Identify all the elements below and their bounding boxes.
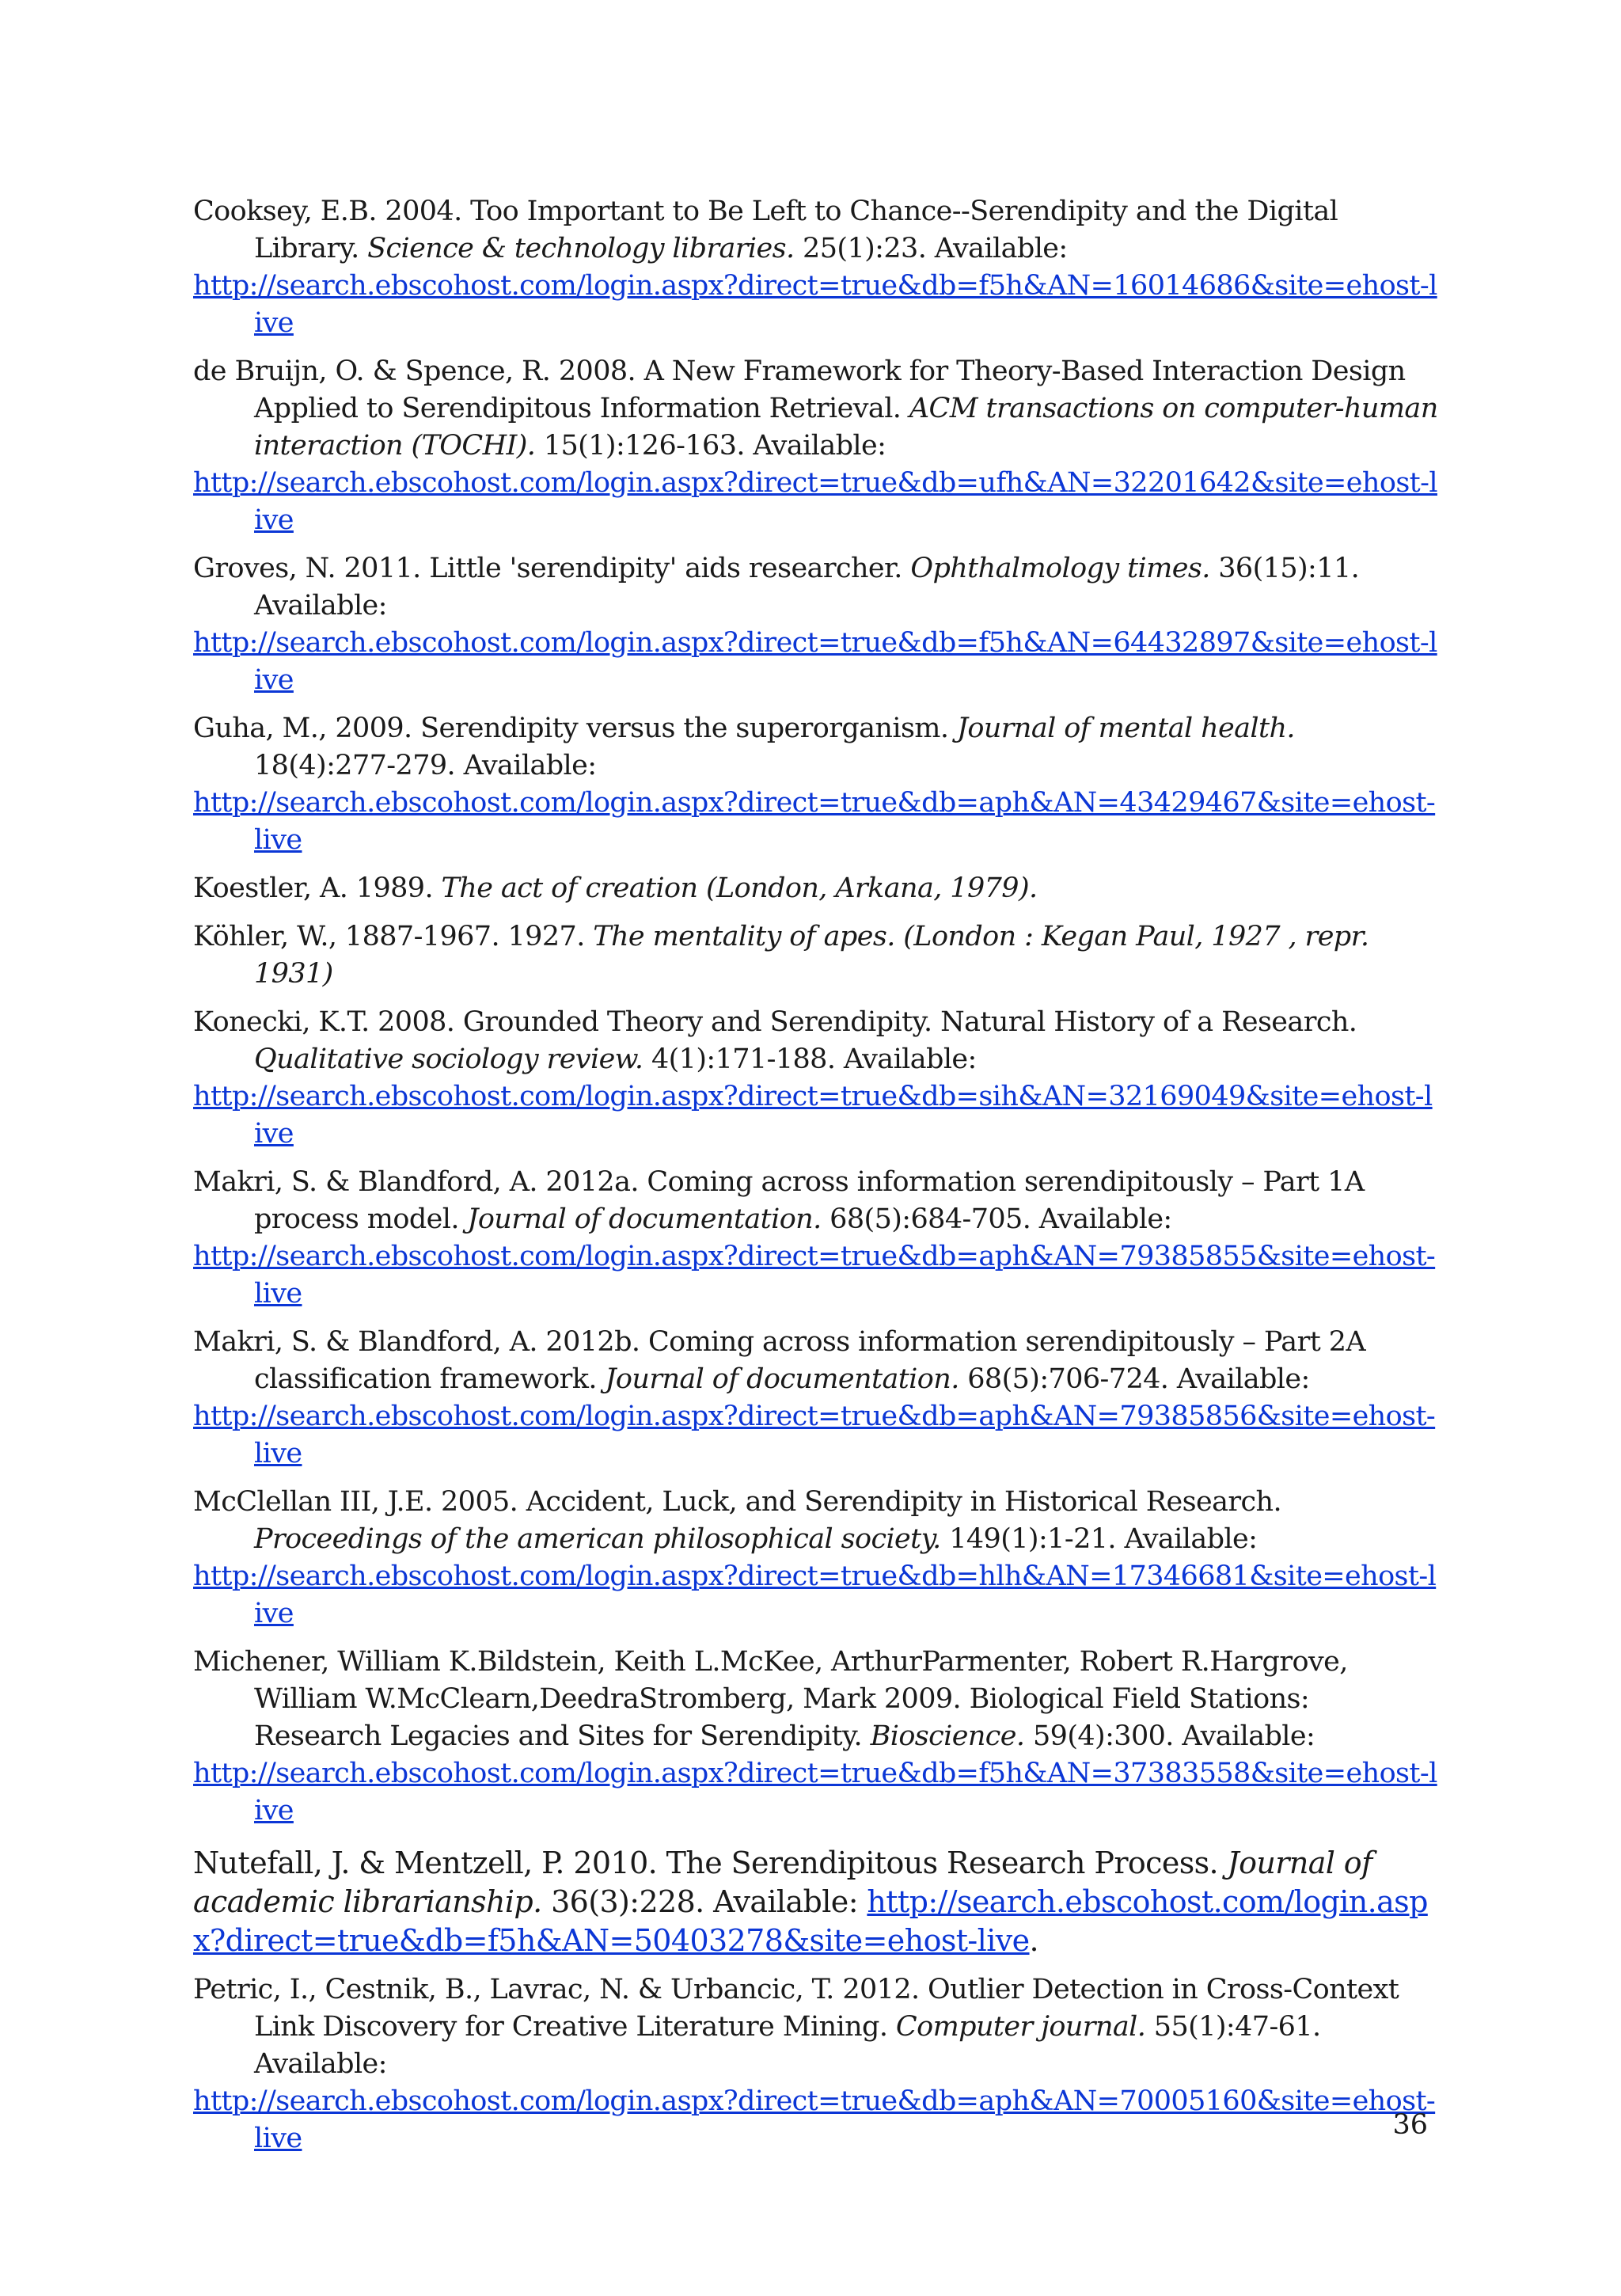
reference-item: [193, 870, 1440, 907]
reference-item: [193, 1971, 1440, 2157]
journal-title: Journal of documentation.: [605, 1363, 959, 1395]
reference-text: Makri, S. & Blandford, A. 2012b. Coming across information serendipitously – Part 2A classification framework.: [193, 1326, 1366, 1395]
reference-link[interactable]: http://search.ebscohost.com/login.aspx?direct=true&db=f5h&AN=64432897&site=ehost-live: [193, 627, 1437, 696]
reference-link[interactable]: http://search.ebscohost.com/login.aspx?direct=true&db=ufh&AN=32201642&site=ehost-live: [193, 467, 1437, 536]
journal-title: Computer journal.: [895, 2011, 1146, 2043]
reference-link[interactable]: http://search.ebscohost.com/login.aspx?direct=true&db=aph&AN=43429467&site=ehost-live: [193, 787, 1436, 856]
reference-details: 25(1):23. Available:: [794, 233, 1068, 264]
reference-item: [193, 1324, 1440, 1473]
reference-link[interactable]: http://search.ebscohost.com/login.aspx?direct=true&db=f5h&AN=50403278&site=ehost-live: [193, 1884, 1428, 1958]
reference-text: Köhler, W., 1887-1967. 1927.: [193, 921, 594, 952]
reference-link[interactable]: http://search.ebscohost.com/login.aspx?direct=true&db=aph&AN=79385855&site=ehost-live: [193, 1241, 1436, 1310]
reference-text: Groves, N. 2011. Little 'serendipity' aids researcher.: [193, 553, 911, 584]
reference-details: 59(4):300. Available:: [1024, 1720, 1315, 1752]
reference-text: Makri, S. & Blandford, A. 2012a. Coming across information serendipitously – Part 1A process model.: [193, 1166, 1365, 1235]
journal-title: Journal of academic librarianship.: [193, 1846, 1372, 1919]
reference-item: [193, 1004, 1440, 1153]
reference-item: [193, 918, 1440, 993]
page-number: 36: [1392, 2109, 1428, 2141]
reference-details: 36(3):228. Available:: [541, 1884, 867, 1919]
reference-link[interactable]: http://search.ebscohost.com/login.aspx?direct=true&db=aph&AN=79385856&site=ehost-live: [193, 1401, 1436, 1469]
journal-title: Ophthalmology times.: [910, 553, 1210, 584]
journal-title: ACM transactions on computer-human interaction (TOCHI).: [254, 393, 1438, 462]
reference-details: 4(1):171-188. Available:: [643, 1043, 977, 1075]
book-title: The mentality of apes. (London : Kegan Paul, 1927 , repr. 1931): [254, 921, 1369, 990]
reference-details: 15(1):126-163. Available:: [535, 430, 886, 462]
journal-title: Science & technology libraries.: [367, 233, 795, 264]
reference-details: 68(5):706-724. Available:: [959, 1363, 1310, 1395]
reference-details: 149(1):1-21. Available:: [940, 1523, 1258, 1555]
reference-details: 55(1):47-61. Available:: [254, 2011, 1321, 2080]
book-title: The act of creation (London, Arkana, 1979).: [441, 872, 1038, 904]
reference-link[interactable]: http://search.ebscohost.com/login.aspx?direct=true&db=f5h&AN=16014686&site=ehost-live: [193, 270, 1437, 339]
reference-link[interactable]: http://search.ebscohost.com/login.aspx?direct=true&db=f5h&AN=37383558&site=ehost-live: [193, 1758, 1437, 1827]
reference-link[interactable]: http://search.ebscohost.com/login.aspx?direct=true&db=hlh&AN=17346681&site=ehost-live: [193, 1560, 1437, 1629]
journal-title: Proceedings of the american philosophical society.: [254, 1523, 941, 1555]
reference-text: Cooksey, E.B. 2004. Too Important to Be Left to Chance--Serendipity and the Digital Library.: [193, 196, 1338, 264]
journal-title: Bioscience.: [870, 1720, 1025, 1752]
reference-text: McClellan III, J.E. 2005. Accident, Luck, and Serendipity in Historical Research.: [193, 1486, 1282, 1518]
reference-item: [193, 550, 1440, 699]
reference-item: [193, 1484, 1440, 1633]
reference-details: 36(15):11. Available:: [254, 553, 1360, 622]
journal-title: Journal of mental health.: [956, 713, 1295, 744]
reference-details: 18(4):277-279. Available:: [254, 750, 597, 781]
reference-link[interactable]: http://search.ebscohost.com/login.aspx?direct=true&db=aph&AN=70005160&site=ehost-live: [193, 2085, 1436, 2154]
reference-text: Nutefall, J. & Mentzell, P. 2010. The Serendipitous Research Process.: [193, 1846, 1228, 1880]
reference-link[interactable]: http://search.ebscohost.com/login.aspx?direct=true&db=sih&AN=32169049&site=ehost-live: [193, 1081, 1433, 1150]
reference-item: [193, 193, 1440, 342]
reference-item: [193, 710, 1440, 859]
reference-list: [193, 193, 1440, 2169]
journal-title: Qualitative sociology review.: [254, 1043, 643, 1075]
reference-item: Nutefall, J. & Mentzell, P. 2010. The Serendipitous Research Process. Journal of academic librarianship. 36(3):228. Available: http://search.ebscohost.com/login.aspx?direct=true&db=f5h&AN=50403278&site=ehost-live.: [193, 1846, 1428, 1958]
reference-text: de Bruijn, O. & Spence, R. 2008. A New Framework for Theory-Based Interaction Design Applied to Serendipitous Information Retrieval.: [193, 355, 1406, 424]
reference-text: Michener, William K.Bildstein, Keith L.McKee, ArthurParmenter, Robert R.Hargrove, William W.McClearn,DeedraStromberg, Mark 2009. Biological Field Stations: Research Legacies and Sites for Serendipity.: [193, 1646, 1348, 1752]
reference-item: [193, 1644, 1440, 1830]
reference-details: 68(5):684-705. Available:: [821, 1203, 1172, 1235]
reference-text: Guha, M., 2009. Serendipity versus the superorganism.: [193, 713, 957, 744]
reference-item: [193, 353, 1440, 539]
journal-title: Journal of documentation.: [467, 1203, 822, 1235]
reference-text: Koestler, A. 1989.: [193, 872, 442, 904]
reference-text: Konecki, K.T. 2008. Grounded Theory and Serendipity. Natural History of a Research.: [193, 1006, 1357, 1038]
reference-text: Petric, I., Cestnik, B., Lavrac, N. & Urbancic, T. 2012. Outlier Detection in Cross-Context Link Discovery for Creative Literature Mining.: [193, 1974, 1399, 2043]
reference-item: [193, 1164, 1440, 1313]
